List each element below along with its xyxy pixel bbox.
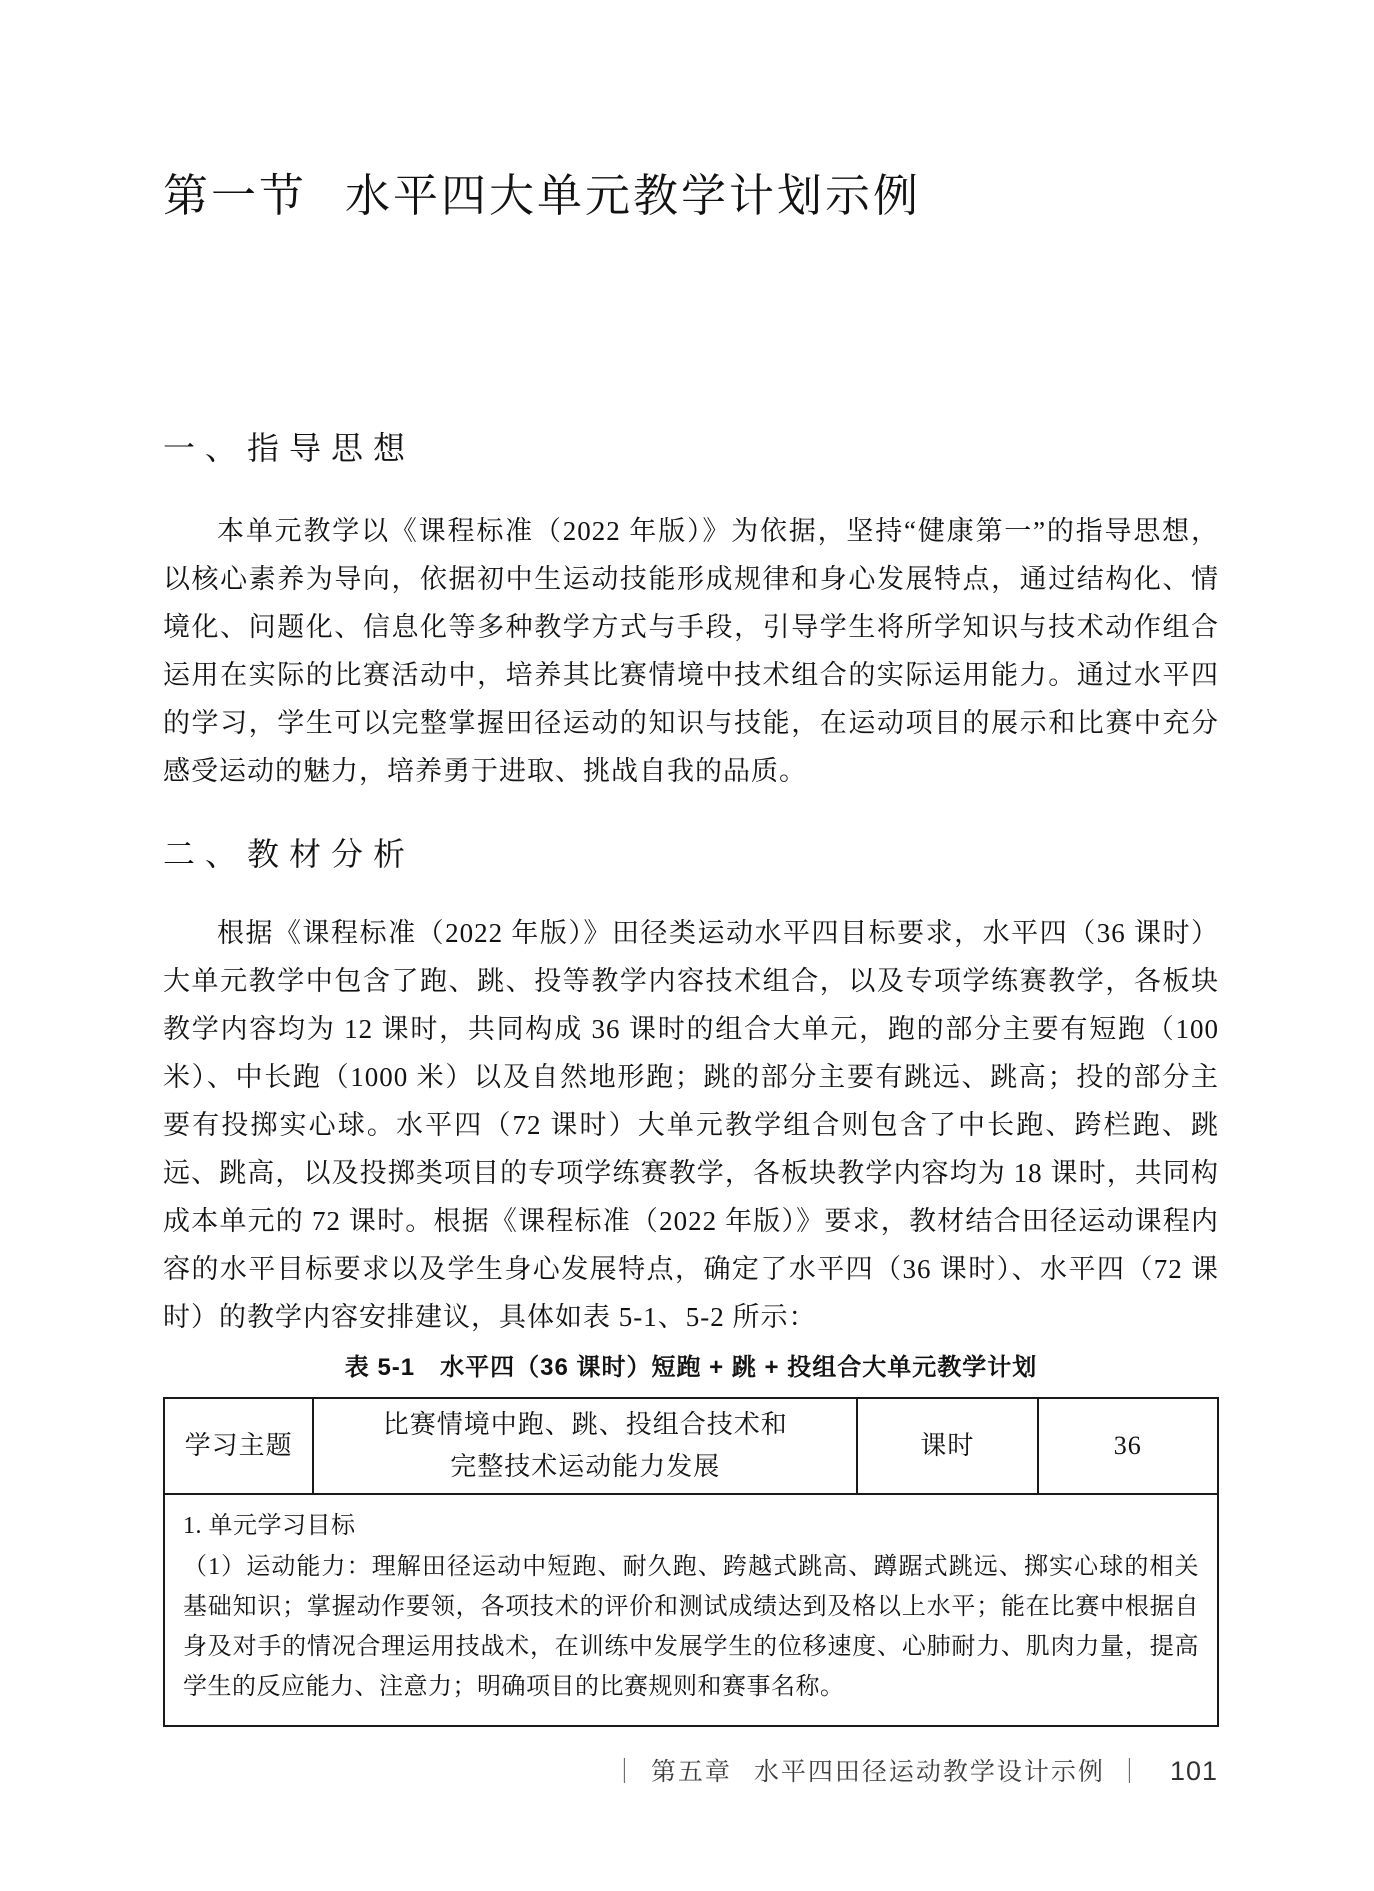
paragraph-guiding-ideology: 本单元教学以《课程标准（2022 年版）》为依据，坚持“健康第一”的指导思想，以核心素养为导向，依据初中生运动技能形成规律和身心发展特点，通过结构化、情境化、问题化、信息化等多种教学方式与手段，引导学生将所学知识与技术动作组合运用在实际的比赛活动中，培养其比赛情境中技术组合的实际运用能力。通过水平四的学习，学生可以完整掌握田径运动的知识与技能，在运动项目的展示和比赛中充分感受运动的魅力，培养勇于进取、挑战自我的品质。 [163, 516, 1219, 786]
footer-chapter-number: 第五章 [650, 1758, 732, 1786]
cell-unit-goals [164, 1494, 1218, 1726]
chapter-section-number: 第一节 [163, 169, 308, 222]
cell-hours-value: 36 [1038, 1398, 1218, 1494]
paragraph-material-analysis: 根据《课程标准（2022 年版）》田径类运动水平四目标要求，水平四（36 课时）大单元教学中包含了跑、跳、投等教学内容技术组合，以及专项学练赛教学，各板块教学内容均为 12 课时，共同构成 36 课时的组合大单元，跑的部分主要有短跑（100 米）、中长跑（1000 米）以及自然地形跑；跳的部分主要有跳远、跳高；投的部分主要有投掷实心球。水平四（72 课时）大单元教学组合则包含了中长跑、跨栏跑、跳远、跳高，以及投掷类项目的专项学练赛教学，各板块教学内容均为 18 课时，共同构成本单元的 72 课时。根据《课程标准（2022 年版）》要求，教材结合田径运动课程内容的水平目标要求以及学生身心发展特点，确定了水平四（36 课时）、水平四（72 课 时）的教学内容安排建议，具体如表 5-1、5-2 所示： [163, 918, 1219, 1332]
cell-learning-theme-label: 学习主题 [164, 1398, 313, 1494]
unit-teaching-plan-table [163, 1397, 1219, 1727]
table-row-header [164, 1398, 1218, 1494]
section-heading-material-analysis: 二、教材分析 [163, 836, 416, 872]
chapter-section-title [163, 168, 1219, 224]
footer-bar-left: ｜ [611, 1758, 639, 1786]
table-caption: 表 5-1 水平四（36 课时）短跑 + 跳 + 投组合大单元教学计划 [344, 1354, 1038, 1381]
theme-line-1: 比赛情境中跑、跳、投组合技术和 [382, 1410, 788, 1439]
chapter-section-name: 水平四大单元教学计划示例 [345, 169, 922, 222]
page-footer [600, 1752, 1218, 1788]
footer-bar-right: ｜ [1116, 1758, 1144, 1786]
footer-chapter-title: 水平四田径运动教学设计示例 [753, 1758, 1105, 1786]
table-row-goals [164, 1494, 1218, 1726]
unit-goals-text: （1）运动能力：理解田径运动中短跑、耐久跑、跨越式跳高、蹲踞式跳远、掷实心球的相关基础知识；掌握动作要领，各项技术的评价和测试成绩达到及格以上水平；能在比赛中根据自身及对手的情况合理运用技战术，在训练中发展学生的位移速度、心肺耐力、肌肉力量，提高学生的反应能力、注意力；明确项目的比赛规则和赛事名称。 [183, 1554, 1199, 1700]
page-content [163, 0, 1219, 1727]
section-heading-guiding-ideology: 一、指导思想 [163, 430, 416, 466]
theme-line-2: 完整技术运动能力发展 [450, 1452, 721, 1481]
footer-page-number: 101 [1169, 1756, 1218, 1786]
cell-learning-theme-value [313, 1398, 857, 1494]
cell-hours-label: 课时 [857, 1398, 1037, 1494]
unit-goals-title: 1. 单元学习目标 [183, 1513, 356, 1539]
